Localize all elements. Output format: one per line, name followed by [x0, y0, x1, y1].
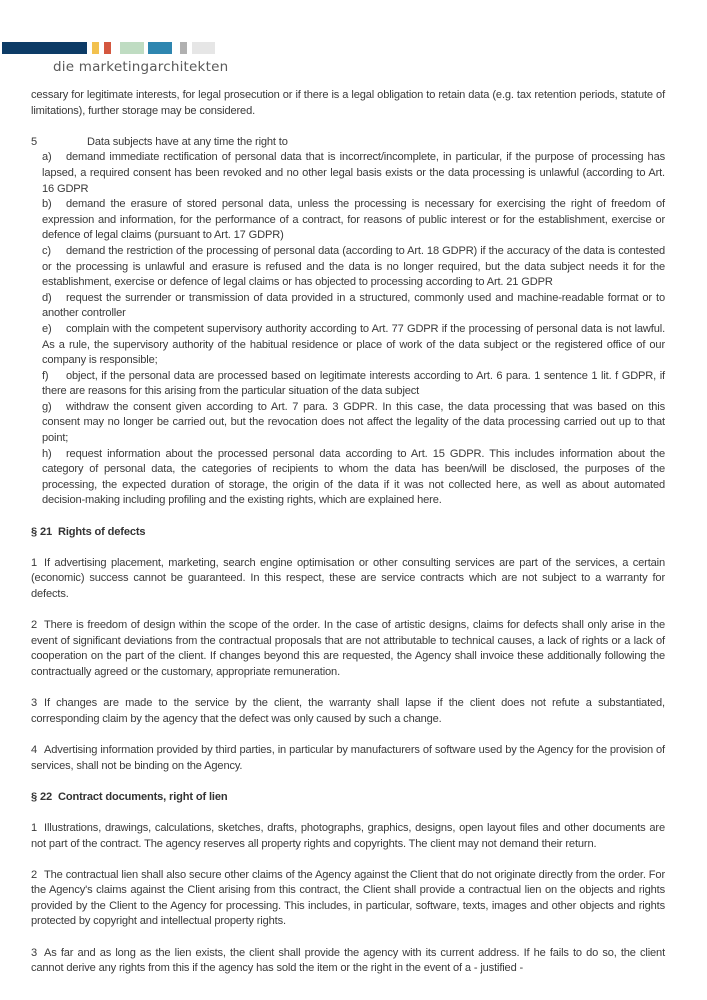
subitem-d: d) request the surrender or transmission of data provided in a structured, commonly used and machine-readable format or to another controller [42, 291, 665, 320]
s22-paragraph-2: 2 The contractual lien shall also secure other claims of the Agency against the Client that do not originate directly from the order. For the Agency's claims against the Client arising from this contract, the Client shall provide a contractual lien on the objects and rights provided by the Client to the Agency for processing. This includes, in particular, software, texts, images and other objects and rights protected by copyright and intellectual property rights. [31, 868, 665, 928]
subitem-g: g) withdraw the consent given according to Art. 7 para. 3 GDPR. In this case, the data processing that was based on this consent may no longer be carried out, but the revocation does not affect the legality of the data processing carried out up to that point; [42, 400, 665, 445]
subitem-e: e) complain with the competent supervisory authority according to Art. 77 GDPR if the processing of personal data is not lawful. As a rule, the supervisory authority of the habitual residence or place of work of the data subject or the registered office of our company is responsible; [42, 322, 665, 367]
s21-paragraph-1: 1 If advertising placement, marketing, search engine optimisation or other consulting services are part of the services, a certain (economic) success cannot be guaranteed. In this respect, these are service contracts which are not subject to a warranty for defects. [31, 556, 665, 600]
item-5-heading [31, 135, 665, 151]
s22-paragraph-1: 1 Illustrations, drawings, calculations, sketches, drafts, photographs, graphics, designs, open layout files and other documents are not part of the contract. The agency reserves all property rights and copyrights. The client may not demand their return. [31, 821, 665, 850]
subitem-a: a) demand immediate rectification of personal data that is incorrect/incomplete, in particular, if the purpose of processing has lapsed, a required consent has been revoked and no other legal basis exists or the data processing is unlawful (according to Art. 16 GDPR [42, 151, 665, 195]
logo-bar-blue [148, 42, 172, 54]
subitem-h: h) request information about the processed personal data according to Art. 15 GDPR. This includes information about the category of personal data, the categories of recipients to whom the data has been/will be disclosed, the purposes of the processing, the expected duration of storage, the origin of the data if it was not collected here, as well as about automated decision-making including profiling and the existing rights, which are explained here. [42, 447, 665, 507]
s21-paragraph-3: 3 If changes are made to the service by the client, the warranty shall lapse if the client does not refute a substantiated, corresponding claim by the agency that the defect was only caused by such a change. [31, 697, 665, 725]
company-logo [0, 42, 230, 82]
s22-paragraph-3: 3 As far and as long as the lien exists, the client shall provide the agency with its current address. If he fails to do so, the client cannot derive any rights from this if the agency has sold the item or the right in the event of a - justified - [31, 946, 665, 975]
item-number: 5 [31, 135, 38, 148]
item-text: Data subjects have at any time the right to [87, 135, 288, 148]
s21-paragraph-4: 4 Advertising information provided by third parties, in particular by manufacturers of software used by the Agency for the provision of services, shall not be binding on the Agency. [31, 743, 665, 772]
subitem-c: c) demand the restriction of the processing of personal data (according to Art. 18 GDPR) if the accuracy of the data is contested or the processing is unlawful and erasure is refused and the data is no longer required, but the data subject needs it for the establishment, exercise or defence of legal claims or has objected to processing according to Art. 21 GDPR [42, 244, 665, 289]
s21-paragraph-2: 2 There is freedom of design within the scope of the order. In the case of artistic designs, claims for defects shall only arise in the event of significant deviations from the contractual proposals that are not attributable to technical causes, a lack of rights or a lack of cooperation on the part of the client. If changes beyond this are requested, the Agency shall invoice these additionally following the contractually agreed or the customary, appropriate remuneration. [31, 619, 665, 678]
intro-paragraph: cessary for legitimate interests, for legal prosecution or if there is a legal obligation to retain data (e.g. tax retention periods, statute of limitations), further storage may be considered. [31, 89, 665, 117]
logo-bar-yellow [92, 42, 99, 54]
subitem-f: f) object, if the personal data are processed based on legitimate interests according to Art. 6 para. 1 sentence 1 lit. f GDPR, if there are reasons for this arising from the particular situation of the data subject [42, 369, 665, 398]
logo-bar-red [104, 42, 111, 54]
logo-text: die marketingarchitekten [53, 59, 229, 75]
section-22-heading: § 22 Contract documents, right of lien [31, 790, 228, 803]
section-21-heading: § 21 Rights of defects [31, 525, 146, 538]
document-body [31, 88, 665, 977]
subitem-b: b) demand the erasure of stored personal data, unless the processing is necessary for exercising the right of freedom of expression and information, for the performance of a contract, for reasons of public interest or for the establishment, exercise or defence of legal claims (pursuant to Art. 17 GDPR) [42, 198, 665, 242]
logo-bar-navy [2, 42, 87, 54]
logo-bar-green [120, 42, 144, 54]
logo-bar-lightgray [192, 42, 215, 54]
logo-bar-gray [180, 42, 187, 54]
